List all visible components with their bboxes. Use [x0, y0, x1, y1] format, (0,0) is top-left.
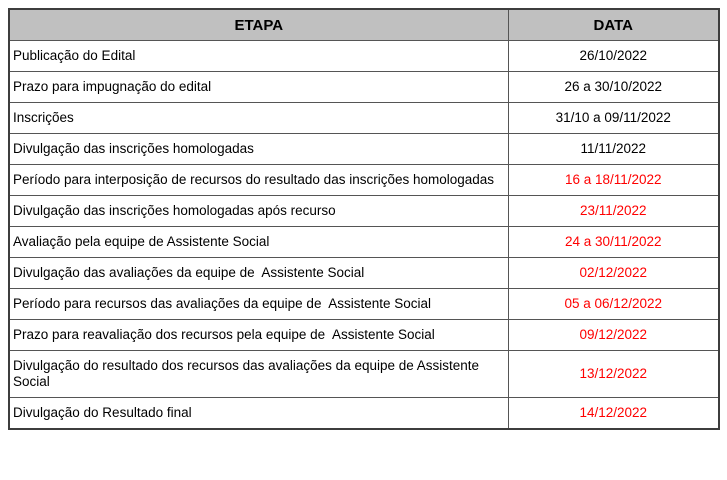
etapa-cell: Período para interposição de recursos do resultado das inscrições homologadas: [9, 165, 508, 196]
table-row: [9, 134, 719, 165]
date-cell: 23/11/2022: [508, 196, 719, 227]
table-row: [9, 196, 719, 227]
date-cell: 02/12/2022: [508, 258, 719, 289]
etapa-cell: Prazo para reavaliação dos recursos pela equipe de Assistente Social: [9, 320, 508, 351]
table-row: [9, 320, 719, 351]
etapa-cell: Prazo para impugnação do edital: [9, 72, 508, 103]
table-row: [9, 103, 719, 134]
date-cell: 14/12/2022: [508, 398, 719, 430]
date-cell: 26 a 30/10/2022: [508, 72, 719, 103]
table-row: [9, 72, 719, 103]
table-row: [9, 351, 719, 398]
table-row: [9, 165, 719, 196]
etapa-cell: Divulgação do resultado dos recursos das avaliações da equipe de Assistente Social: [9, 351, 508, 398]
etapa-cell: Inscrições: [9, 103, 508, 134]
column-header-etapa: ETAPA: [9, 9, 508, 41]
table-row: [9, 227, 719, 258]
header-row: [9, 9, 719, 41]
date-cell: 09/12/2022: [508, 320, 719, 351]
date-cell: 31/10 a 09/11/2022: [508, 103, 719, 134]
table-row: [9, 41, 719, 72]
etapa-cell: Divulgação das avaliações da equipe de Assistente Social: [9, 258, 508, 289]
etapa-cell: Publicação do Edital: [9, 41, 508, 72]
etapa-cell: Avaliação pela equipe de Assistente Social: [9, 227, 508, 258]
etapa-cell: Divulgação do Resultado final: [9, 398, 508, 430]
date-cell: 26/10/2022: [508, 41, 719, 72]
date-cell: 13/12/2022: [508, 351, 719, 398]
etapa-cell: Período para recursos das avaliações da equipe de Assistente Social: [9, 289, 508, 320]
date-cell: 24 a 30/11/2022: [508, 227, 719, 258]
etapa-cell: Divulgação das inscrições homologadas: [9, 134, 508, 165]
schedule-table: [8, 8, 720, 430]
date-cell: 11/11/2022: [508, 134, 719, 165]
column-header-data: DATA: [508, 9, 719, 41]
date-cell: 05 a 06/12/2022: [508, 289, 719, 320]
table-row: [9, 398, 719, 430]
etapa-cell: Divulgação das inscrições homologadas após recurso: [9, 196, 508, 227]
table-row: [9, 258, 719, 289]
date-cell: 16 a 18/11/2022: [508, 165, 719, 196]
table-row: [9, 289, 719, 320]
